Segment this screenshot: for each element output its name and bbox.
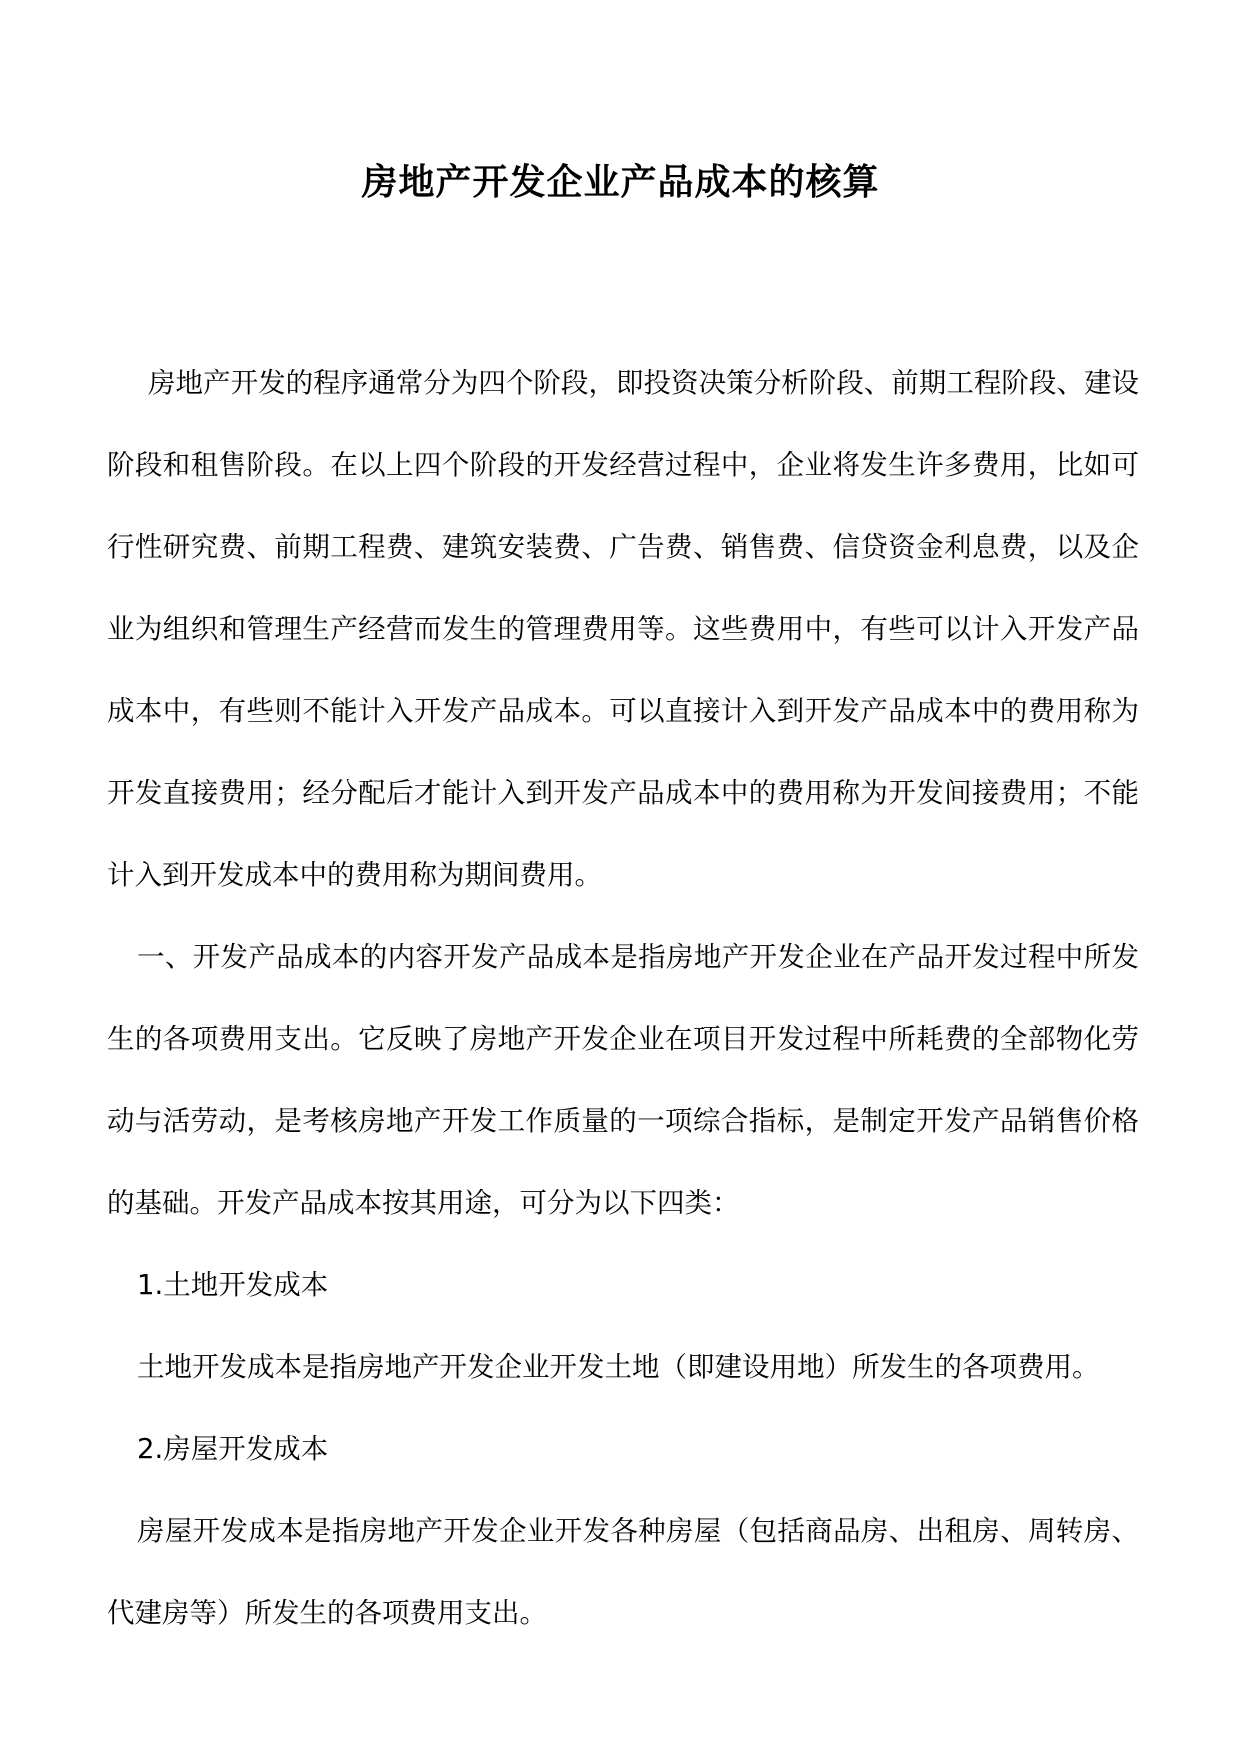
- section-one-paragraph: 一、开发产品成本的内容开发产品成本是指房地产开发企业在产品开发过程中所发生的各项费用支出。它反映了房地产开发企业在项目开发过程中所耗费的全部物化劳动与活劳动，是考核房地产开发工作质量的一项综合指标，是制定开发产品销售价格的基础。开发产品成本按其用途，可分为以下四类：: [107, 941, 1139, 1219]
- item-heading-land-cost: 1.土地开发成本: [137, 1269, 329, 1301]
- intro-paragraph: 房地产开发的程序通常分为四个阶段，即投资决策分析阶段、前期工程阶段、建设阶段和租售阶段。在以上四个阶段的开发经营过程中，企业将发生许多费用，比如可行性研究费、前期工程费、建筑安装费、广告费、销售费、信贷资金利息费，以及企业为组织和管理生产经营而发生的管理费用等。这些费用中，有些可以计入开发产品成本中，有些则不能计入开发产品成本。可以直接计入到开发产品成本中的费用称为开发直接费用；经分配后才能计入到开发产品成本中的费用称为开发间接费用；不能计入到开发成本中的费用称为期间费用。: [107, 367, 1139, 891]
- document-title: 房地产开发企业产品成本的核算: [361, 161, 880, 203]
- item-heading-house-cost: 2.房屋开发成本: [137, 1433, 329, 1465]
- item-text-house-cost: 房屋开发成本是指房地产开发企业开发各种房屋（包括商品房、出租房、周转房、代建房等）所发生的各项费用支出。: [107, 1515, 1139, 1629]
- document-body: [107, 342, 1139, 1654]
- item-text-land-cost: 土地开发成本是指房地产开发企业开发土地（即建设用地）所发生的各项费用。: [137, 1351, 1100, 1383]
